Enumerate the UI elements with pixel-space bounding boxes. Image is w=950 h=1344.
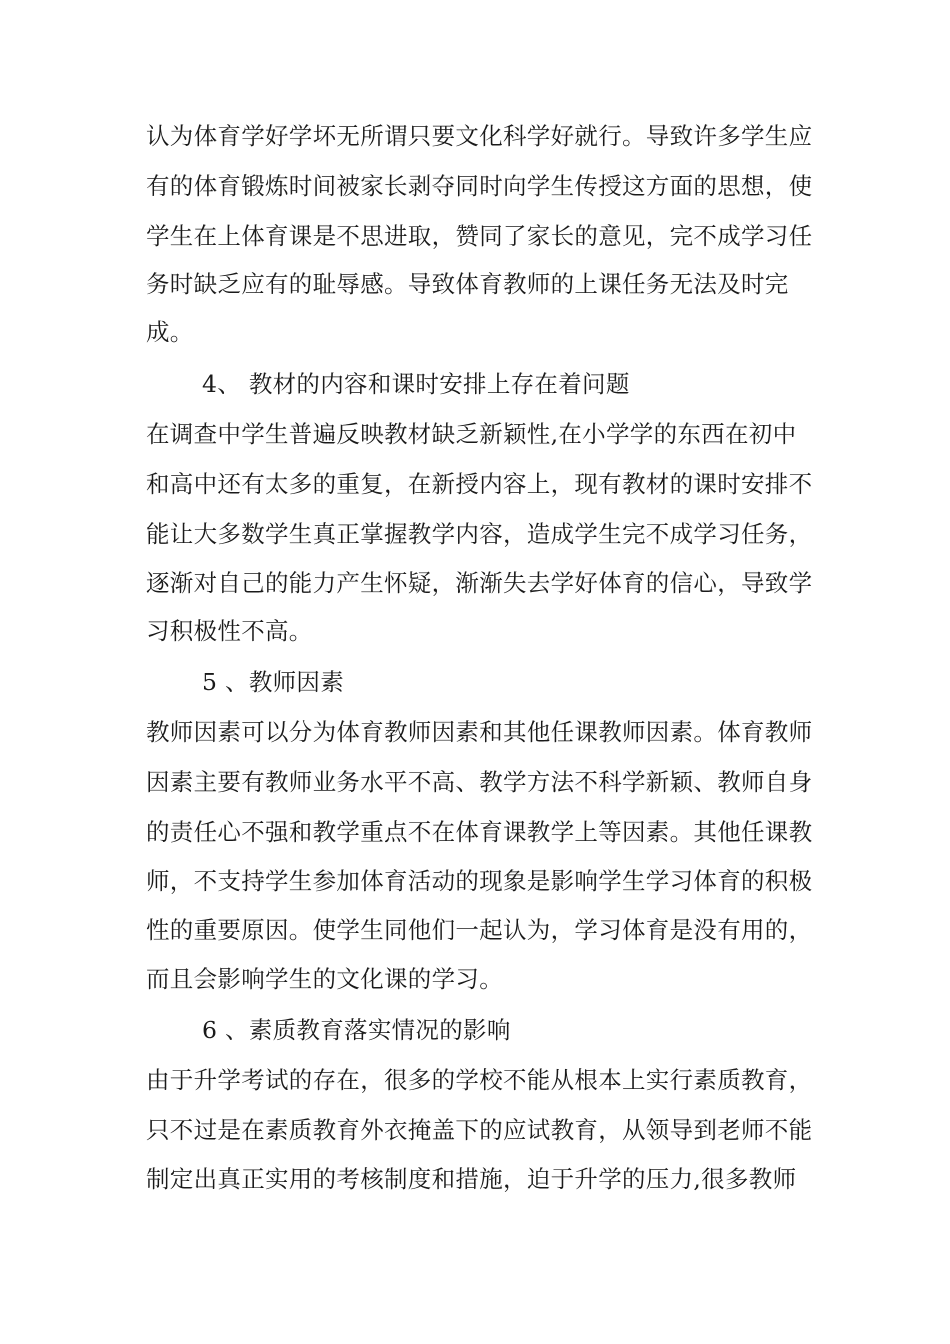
section-heading-5: 5 、教师因素 bbox=[202, 668, 345, 696]
paragraph-line: 而且会影响学生的文化课的学习。 bbox=[146, 965, 503, 993]
paragraph-line: 学生在上体育课是不思进取，赞同了家长的意见，完不成学习任 bbox=[146, 222, 813, 250]
paragraph-line: 在调查中学生普遍反映教材缺乏新颖性,在小学学的东西在初中 bbox=[146, 420, 797, 448]
paragraph-line: 习积极性不高。 bbox=[146, 617, 313, 645]
paragraph-line: 认为体育学好学坏无所谓只要文化科学好就行。导致许多学生应 bbox=[146, 122, 813, 150]
paragraph-line: 有的体育锻炼时间被家长剥夺同时向学生传授这方面的思想，使 bbox=[146, 172, 813, 200]
paragraph-line: 逐渐对自己的能力产生怀疑，渐渐失去学好体育的信心，导致学 bbox=[146, 569, 813, 597]
paragraph-line: 务时缺乏应有的耻辱感。导致体育教师的上课任务无法及时完 bbox=[146, 270, 789, 298]
paragraph-line: 性的重要原因。使学生同他们一起认为，学习体育是没有用的， bbox=[146, 916, 813, 944]
paragraph-line: 因素主要有教师业务水平不高、教学方法不科学新颖、教师自身 bbox=[146, 768, 813, 796]
paragraph-line: 只不过是在素质教育外衣掩盖下的应试教育，从领导到老师不能 bbox=[146, 1116, 813, 1144]
section-heading-6: 6 、素质教育落实情况的影响 bbox=[202, 1016, 511, 1044]
paragraph-line: 和高中还有太多的重复，在新授内容上，现有教材的课时安排不 bbox=[146, 470, 813, 498]
paragraph-line: 教师因素可以分为体育教师因素和其他任课教师因素。体育教师 bbox=[146, 718, 813, 746]
paragraph-line: 师，不支持学生参加体育活动的现象是影响学生学习体育的积极 bbox=[146, 867, 813, 895]
paragraph-line: 由于升学考试的存在，很多的学校不能从根本上实行素质教育， bbox=[146, 1066, 813, 1094]
paragraph-line: 制定出真正实用的考核制度和措施，迫于升学的压力,很多教师 bbox=[146, 1165, 797, 1193]
paragraph-line: 的责任心不强和教学重点不在体育课教学上等因素。其他任课教 bbox=[146, 818, 813, 846]
paragraph-line: 能让大多数学生真正掌握教学内容，造成学生完不成学习任务， bbox=[146, 520, 813, 548]
section-heading-4: 4、 教材的内容和课时安排上存在着问题 bbox=[202, 370, 630, 398]
paragraph-line: 成。 bbox=[146, 318, 194, 346]
